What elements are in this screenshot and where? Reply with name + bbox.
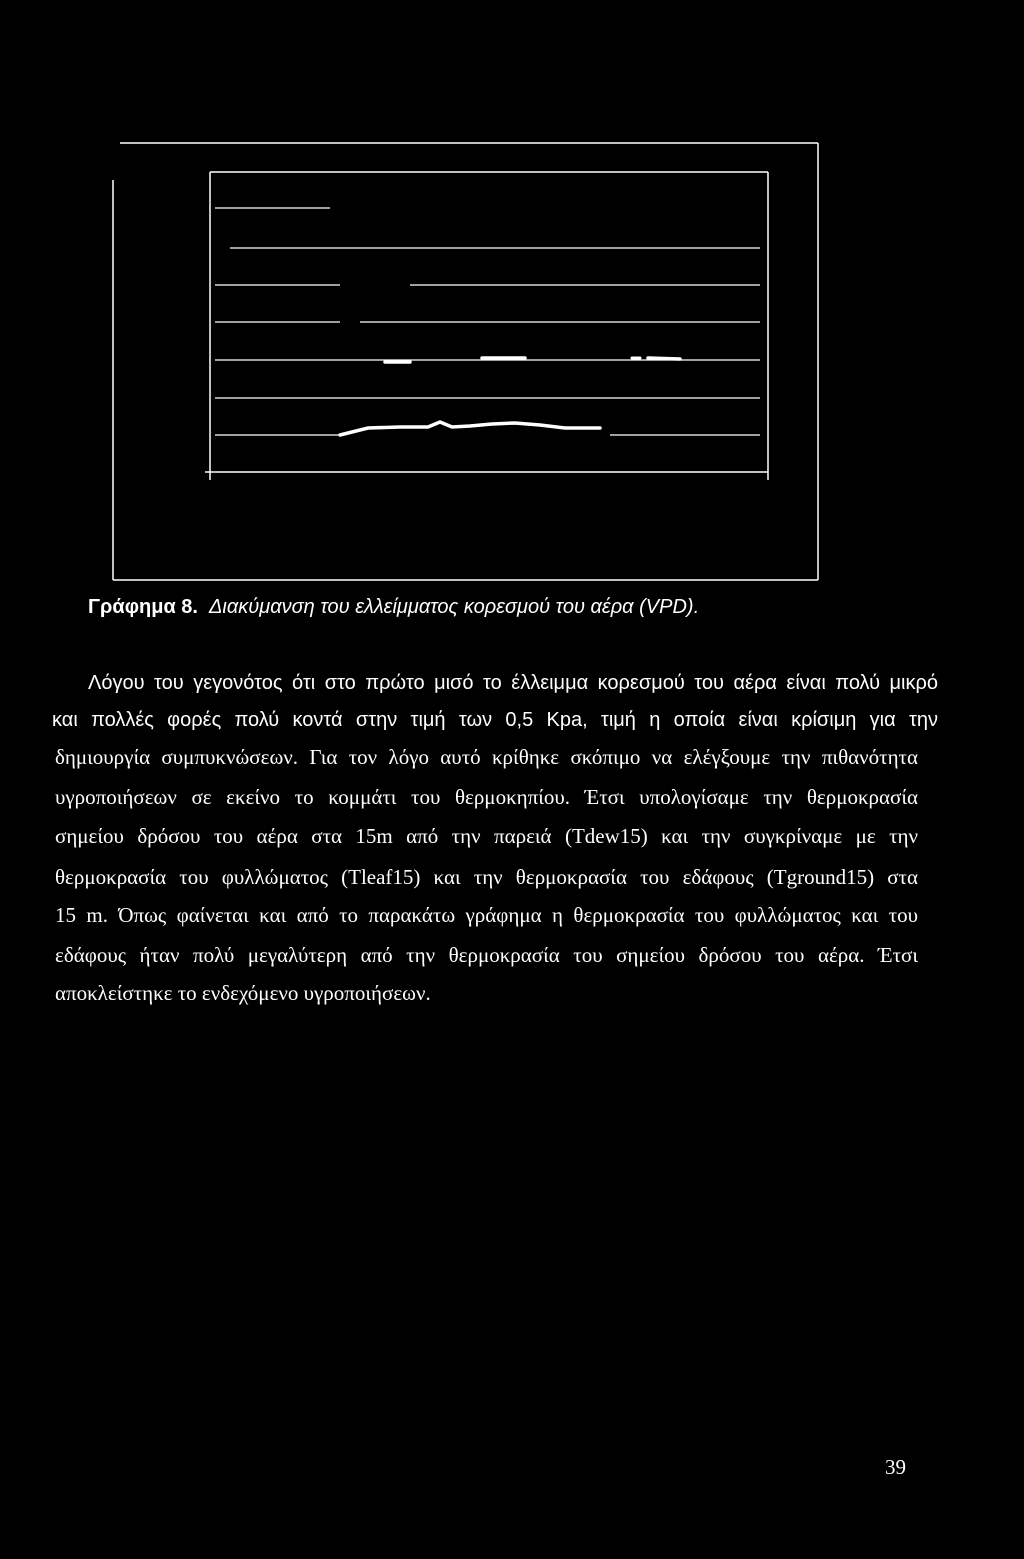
paragraph-line: υγροποιήσεων σε εκείνο το κομμάτι του θερμοκηπίου. Έτσι υπολογίσαμε την θερμοκρασία xyxy=(55,785,918,809)
vpd-trace xyxy=(340,358,680,435)
vpd-trace-segment xyxy=(340,422,600,435)
vpd-trace-segment xyxy=(648,358,680,359)
page-number: 39 xyxy=(885,1455,906,1479)
paragraph-line: και πολλές φορές πολύ κοντά στην τιμή των 0,5 Kpa, τιμή η οποία είναι κρίσιμη για την xyxy=(52,709,938,731)
paragraph-line: εδάφους ήταν πολύ μεγαλύτερη από την θερμοκρασία του σημείου δρόσου του αέρα. Έτσι xyxy=(55,943,918,967)
paragraph-line: θερμοκρασία του φυλλώματος (Tleaf15) και την θερμοκρασία του εδάφους (Tground15) στα xyxy=(55,865,918,889)
vpd-chart xyxy=(0,0,1024,600)
paragraph-line: 15 m. Όπως φαίνεται και από το παρακάτω γράφημα η θερμοκρασία του φυλλώματος και του xyxy=(55,903,918,927)
gridlines xyxy=(215,208,760,435)
figure-caption-label: Γράφημα 8. xyxy=(88,596,198,618)
plot-area-frame xyxy=(205,172,768,480)
paragraph-line: αποκλείστηκε το ενδεχόμενο υγροποιήσεων. xyxy=(55,981,431,1005)
figure-caption-text: Διακύμανση του ελλείμματος κορεσμού του αέρα (VPD). xyxy=(208,596,700,618)
paragraph-line: σημείου δρόσου του αέρα στα 15m από την παρειά (Tdew15) και την συγκρίναμε με την xyxy=(55,824,918,848)
paragraph-line: δημιουργία συμπυκνώσεων. Για τον λόγο αυτό κρίθηκε σκόπιμο να ελέγξουμε την πιθανότητα xyxy=(55,745,918,769)
paragraph-line: Λόγου του γεγονότος ότι στο πρώτο μισό το έλλειμμα κορεσμού του αέρα είναι πολύ μικρό xyxy=(88,672,938,694)
figure-caption xyxy=(88,594,699,620)
